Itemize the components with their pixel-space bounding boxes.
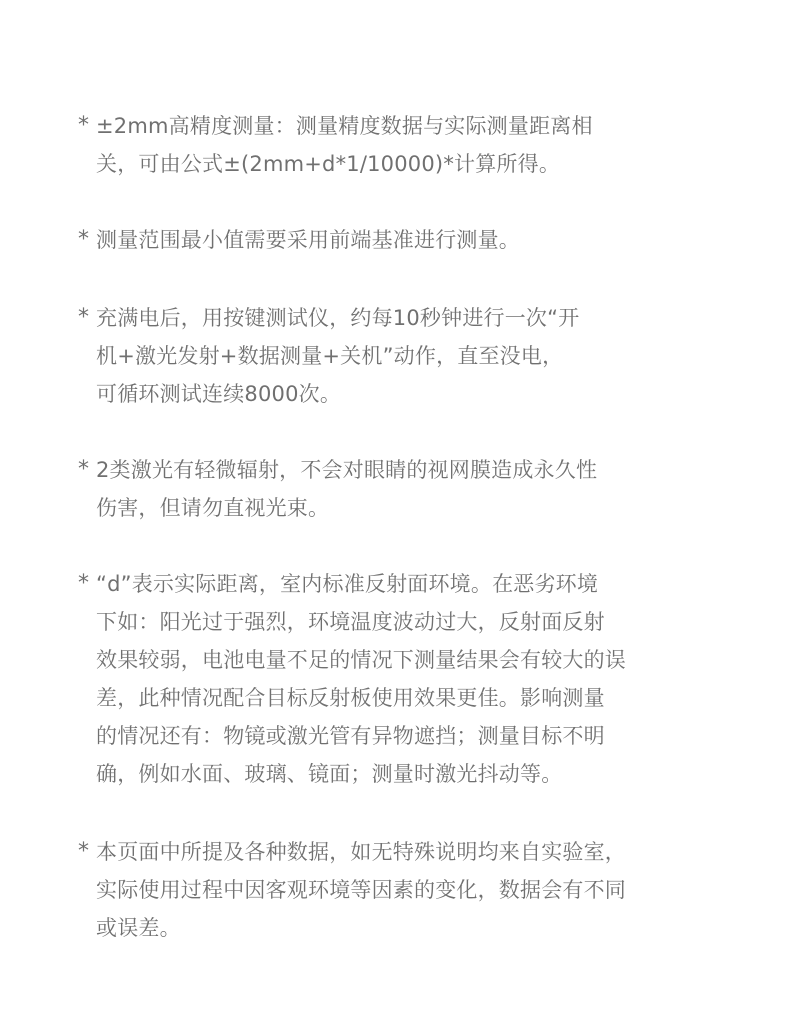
bullet-star: *	[78, 839, 89, 864]
bullet-star: *	[78, 305, 89, 330]
note-line: 充满电后，用按键测试仪，约每10秒钟进行一次“开	[96, 306, 580, 330]
note-line: 实际使用过程中因客观环境等因素的变化，数据会有不同	[96, 878, 626, 902]
note-line: 伤害，但请勿直视光束。	[96, 496, 330, 520]
note-line: 本页面中所提及各种数据，如无特殊说明均来自实验室，	[96, 840, 626, 864]
note-line: 差，此种情况配合目标反射板使用效果更佳。影响测量	[96, 686, 605, 710]
note-line: 测量范围最小值需要采用前端基准进行测量。	[96, 228, 520, 252]
bullet-star: *	[78, 571, 89, 596]
note-line: “d”表示实际距离，室内标准反射面环境。在恶劣环境	[96, 572, 599, 596]
note-line: 确，例如水面、玻璃、镜面；测量时激光抖动等。	[96, 762, 563, 786]
note-line: 效果较弱，电池电量不足的情况下测量结果会有较大的误	[96, 648, 626, 672]
note-line: 2类激光有轻微辐射，不会对眼睛的视网膜造成永久性	[96, 458, 598, 482]
note-line: 的情况还有：物镜或激光管有异物遮挡；测量目标不明	[96, 724, 605, 748]
note-line: 下如：阳光过于强烈，环境温度波动过大，反射面反射	[96, 610, 605, 634]
note-line: 关，可由公式±(2mm+d*1/10000)*计算所得。	[96, 152, 561, 176]
note-line: 或误差。	[96, 916, 181, 940]
bullet-star: *	[78, 227, 89, 252]
bullet-star: *	[78, 457, 89, 482]
note-line: 可循环测试连续8000次。	[96, 382, 342, 406]
note-line: 机+激光发射+数据测量+关机”动作，直至没电，	[96, 344, 564, 368]
note-line: ±2mm高精度测量：测量精度数据与实际测量距离相	[96, 114, 593, 138]
bullet-star: *	[78, 113, 89, 138]
